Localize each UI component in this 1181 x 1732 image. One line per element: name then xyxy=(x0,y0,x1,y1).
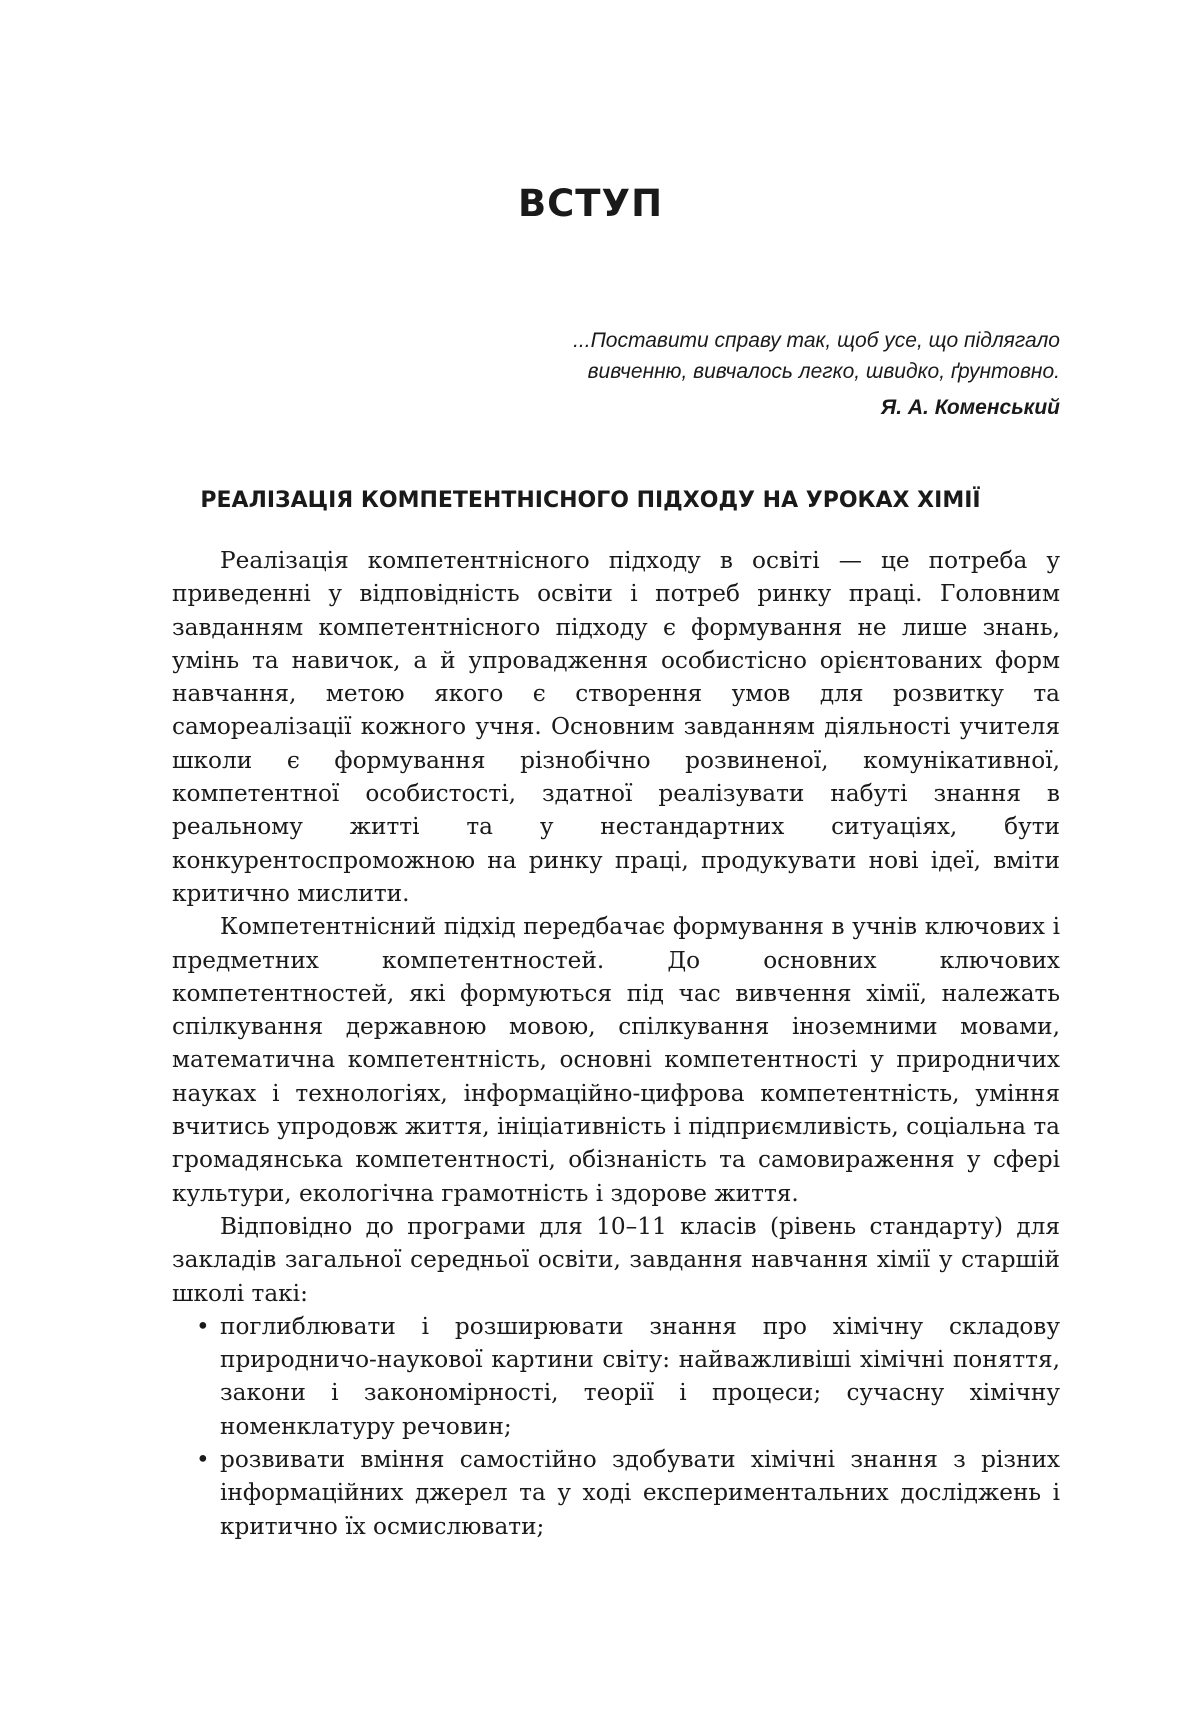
section-title: РЕАЛІЗАЦІЯ КОМПЕТЕНТНІСНОГО ПІДХОДУ НА УРОКАХ ХІМІЇ xyxy=(200,488,981,513)
list-item xyxy=(172,1310,1060,1443)
list-item-text: поглиблювати і розширювати знання про хімічну складову природничо-наукової картини світу: найважливіші хімічні поняття, закони і закономірності, теорії і процеси; сучасну хімічну номенклатуру речовин; xyxy=(220,1312,1060,1440)
bullet-icon: • xyxy=(196,1446,210,1474)
bullet-icon: • xyxy=(196,1312,210,1340)
paragraph-3: Відповідно до програми для 10–11 класів (рівень стандарту) для закладів загальної середньої освіти, завдання навчання хімії у старшій школі такі: xyxy=(172,1212,1060,1307)
list-item xyxy=(172,1443,1060,1543)
epigraph-author: Я. А. Коменський xyxy=(880,396,1060,419)
paragraph-2: Компетентнісний підхід передбачає формування в учнів ключових і предметних компетентностей. До основних ключових компетентностей, які формуються під час вивчення хімії, належать спілкування державною мовою, спілкування іноземними мовами, математична компетентність, основні компетентності у природничих науках і технологіях, інформаційно-цифрова компетентність, уміння вчитись упродовж життя, ініціативність і підприємливість, соціальна та громадянська компетентності, обізнаність та самовираження у сфері культури, екологічна грамотність і здорове життя. xyxy=(172,913,1060,1207)
epigraph-quote: ...Поставити справу так, щоб усе, що підлягало вивченню, вивчалось легко, швидко, ґрунтовно. xyxy=(573,329,1060,383)
paragraph-1: Реалізація компетентнісного підходу в освіті — це потреба у приведенні у відповідність освіти і потреб ринку праці. Головним завданням компетентнісного підходу є формування не лише знань, умінь та навичок, а й упровадження особистісно орієнтованих форм навчання, метою якого є створення умов для розвитку та самореалізації кожного учня. Основним завданням діяльності учителя школи є формування різнобічно розвиненої, комунікативної, компетентної особистості, здатної реалізувати набуті знання в реальному житті та у нестандартних ситуаціях, бути конкурентоспроможною на ринку праці, продукувати нові ідеї, вміти критично мислити. xyxy=(172,547,1060,907)
task-list xyxy=(172,1310,1060,1543)
body-text xyxy=(172,544,1060,1543)
chapter-title: ВСТУП xyxy=(517,182,664,225)
list-item-text: розвивати вміння самостійно здобувати хімічні знання з різних інформаційних джерел та у ході експериментальних досліджень і критично їх осмислювати; xyxy=(220,1446,1060,1540)
